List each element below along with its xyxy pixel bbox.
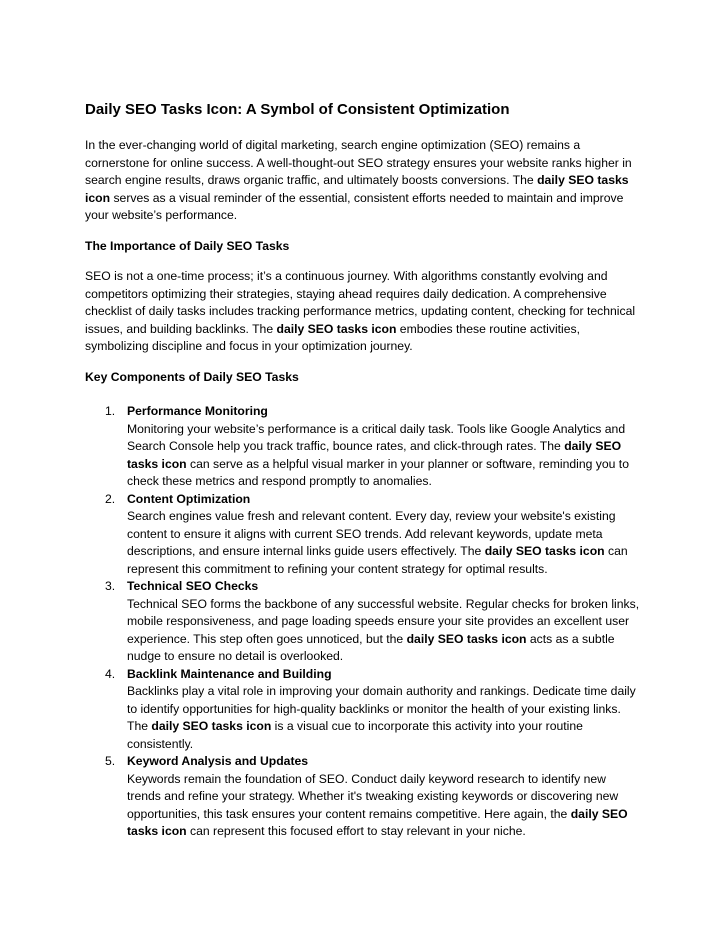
list-item-number: 1. <box>105 404 116 418</box>
list-item-text-b: can represent this commitment to refining your content strategy for optimal results. <box>127 544 628 576</box>
list-item-bold-term: daily SEO tasks icon <box>151 719 272 733</box>
list-item-title: Performance Monitoring <box>127 404 268 418</box>
list-item-text-a: Backlinks play a vital role in improving your domain authority and rankings. Dedicate time daily to identify opportunities for high-quality backlinks or monitor the health of your existing links. The <box>127 684 636 733</box>
list-item-text-b: acts as a subtle nudge to ensure no detail is overlooked. <box>127 631 615 663</box>
list-item-title: Content Optimization <box>127 491 251 506</box>
list-item <box>85 666 640 754</box>
intro-text-b: serves as a visual reminder of the essential, consistent efforts needed to maintain and improve your website’s performance. <box>85 190 624 222</box>
list-item-title: Technical SEO Checks <box>127 579 259 593</box>
list-item-text-b: can serve as a helpful visual marker in your planner or software, reminding you to check these metrics and respond promptly to anomalies. <box>127 456 629 488</box>
list-item-number: 4. <box>105 666 116 681</box>
list-item <box>85 578 640 666</box>
list-item-text-a: Keywords remain the foundation of SEO. Conduct daily keyword research to identify new trends and refine your strategy. Whether it's tweaking existing keywords or discovering new opportunities, this task ensures your content remains competitive. Here again, the <box>127 771 619 821</box>
importance-text-a: SEO is not a one-time process; it’s a continuous journey. With algorithms constantly evolving and competitors optimizing their strategies, staying ahead requires daily dedication. A comprehensive checklist of daily tasks includes tracking performance metrics, updating content, checking for technical issues, and building backlinks. The <box>85 269 636 336</box>
list-item-bold-term: daily SEO tasks icon <box>406 631 527 646</box>
list-item <box>85 403 640 491</box>
list-item-title: Keyword Analysis and Updates <box>127 754 309 768</box>
importance-paragraph <box>85 268 640 356</box>
list-item-text-b: is a visual cue to incorporate this activity into your routine consistently. <box>127 719 583 751</box>
list-item-title: Backlink Maintenance and Building <box>127 666 332 681</box>
list-item-number: 2. <box>105 491 116 506</box>
list-item-bold-term: daily SEO tasks icon <box>484 544 605 558</box>
list-item-bold-term: daily SEO tasks icon <box>127 806 628 838</box>
list-item-text-b: can represent this focused effort to stay relevant in your niche. <box>186 824 526 838</box>
list-item-number: 3. <box>105 579 116 593</box>
page-title: Daily SEO Tasks Icon: A Symbol of Consistent Optimization <box>85 101 510 118</box>
list-item <box>85 491 640 579</box>
list-item-text-a: Search engines value fresh and relevant content. Every day, review your website's existing content to ensure it aligns with current SEO trends. Add relevant keywords, update meta descriptions, and ensure internal links guide users effectively. The <box>127 509 616 558</box>
components-list <box>85 403 640 841</box>
list-item-bold-term: daily SEO tasks icon <box>127 439 622 471</box>
list-item-text-a: Technical SEO forms the backbone of any successful website. Regular checks for broken links, mobile responsiveness, and page loading speeds ensure your site provides an excellent user experience. This step often goes unnoticed, but the <box>127 596 640 646</box>
intro-bold-term: daily SEO tasks icon <box>85 173 629 205</box>
importance-heading: The Importance of Daily SEO Tasks <box>85 238 290 253</box>
list-item-number: 5. <box>105 754 116 768</box>
importance-bold-term: daily SEO tasks icon <box>276 321 397 336</box>
list-item-text-a: Monitoring your website’s performance is a critical daily task. Tools like Google Analytics and Search Console help you track traffic, bounce rates, and click-through rates. The <box>127 421 626 453</box>
intro-text-a: In the ever-changing world of digital marketing, search engine optimization (SEO) remains a cornerstone for online success. A well-thought-out SEO strategy ensures your website ranks higher in search engine results, draws organic traffic, and ultimately boosts conversions. The <box>85 138 632 187</box>
list-item <box>85 753 640 841</box>
components-heading: Key Components of Daily SEO Tasks <box>85 369 299 384</box>
intro-paragraph <box>85 137 640 225</box>
importance-text-b: embodies these routine activities, symbolizing discipline and focus in your optimization journey. <box>85 321 581 353</box>
